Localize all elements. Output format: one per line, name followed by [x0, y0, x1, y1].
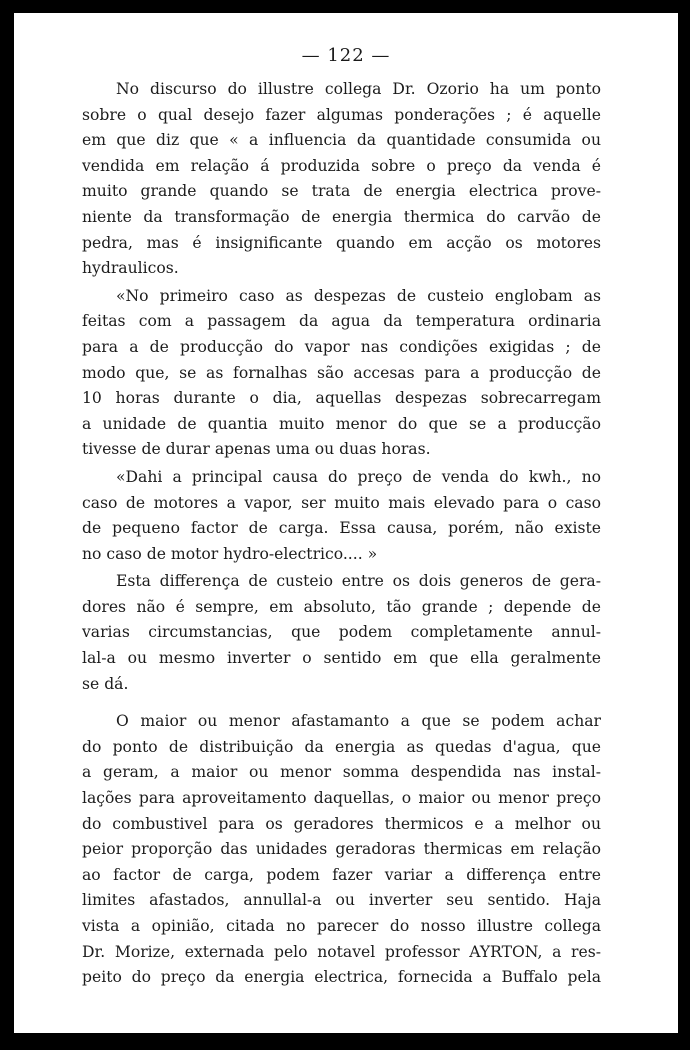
text-line: modo que, se as fornalhas são accesas para a producção de: [82, 363, 601, 382]
text-line: «Dahi a principal causa do preço de venda do kwh., no: [116, 467, 601, 486]
text-line: varias circumstancias, que podem completamente annul-: [82, 623, 601, 642]
text-line: tivesse de durar apenas uma ou duas horas.: [82, 440, 431, 459]
text-line: vendida em relação á produzida sobre o preço da venda é: [82, 156, 601, 175]
text-line: dores não é sempre, em absoluto, tão grande ; depende de: [82, 597, 601, 616]
text-line: sobre o qual desejo fazer algumas ponderações ; é aquelle: [82, 105, 601, 124]
body-text: [82, 77, 601, 993]
text-line: feitas com a passagem da agua da temperatura ordinaria: [82, 312, 601, 331]
paragraph-4: [82, 569, 601, 697]
book-page: [14, 13, 678, 1033]
text-line: caso de motores a vapor, ser muito mais elevado para o caso: [82, 493, 601, 512]
text-line: peior proporção das unidades geradoras thermicas em relação: [82, 840, 601, 859]
text-line: no caso de motor hydro-electrico.... »: [82, 544, 378, 563]
text-line: «No primeiro caso as despezas de custeio englobam as: [116, 286, 601, 305]
text-line: ao factor de carga, podem fazer variar a differença entre: [82, 865, 601, 884]
text-line: hydraulicos.: [82, 259, 179, 278]
paragraph-1: [82, 77, 601, 282]
paragraph-3: [82, 465, 601, 567]
paragraph-5: [82, 709, 601, 991]
text-line: 10 horas durante o dia, aquellas despezas sobrecarregam: [82, 389, 601, 408]
text-line: lal-a ou mesmo inverter o sentido em que ella geralmente: [82, 649, 601, 668]
text-line: a unidade de quantia muito menor do que se a producção: [82, 414, 601, 433]
text-line: do combustivel para os geradores thermicos e a melhor ou: [82, 814, 601, 833]
text-line: Dr. Morize, externada pelo notavel professor AYRTON, a res-: [82, 942, 601, 961]
text-line: niente da transformação de energia thermica do carvão de: [82, 207, 601, 226]
page-number: — 122 —: [301, 45, 391, 66]
text-line: O maior ou menor afastamanto a que se podem achar: [116, 712, 601, 731]
text-line: peito do preço da energia electrica, fornecida a Buffalo pela: [82, 968, 601, 987]
text-line: se dá.: [82, 674, 129, 693]
text-line: em que diz que « a influencia da quantidade consumida ou: [82, 131, 601, 150]
text-line: pedra, mas é insignificante quando em acção os motores: [82, 233, 601, 252]
text-line: do ponto de distribuição da energia as quedas d'agua, que: [82, 737, 601, 756]
paragraph-2: [82, 284, 601, 463]
text-line: vista a opinião, citada no parecer do nosso illustre collega: [82, 917, 601, 935]
text-line: Esta differença de custeio entre os dois generos de gera-: [116, 572, 601, 591]
text-line: limites afastados, annullal-a ou inverter seu sentido. Haja: [82, 891, 601, 910]
text-line: lações para aproveitamento daquellas, o maior ou menor preço: [82, 789, 601, 808]
text-line: para a de producção do vapor nas condições exigidas ; de: [82, 337, 601, 356]
text-line: muito grande quando se trata de energia electrica prove-: [82, 182, 601, 201]
text-line: a geram, a maior ou menor somma despendida nas instal-: [82, 763, 601, 782]
text-line: de pequeno factor de carga. Essa causa, porém, não existe: [82, 519, 601, 538]
text-line: No discurso do illustre collega Dr. Ozorio ha um ponto: [116, 80, 601, 98]
